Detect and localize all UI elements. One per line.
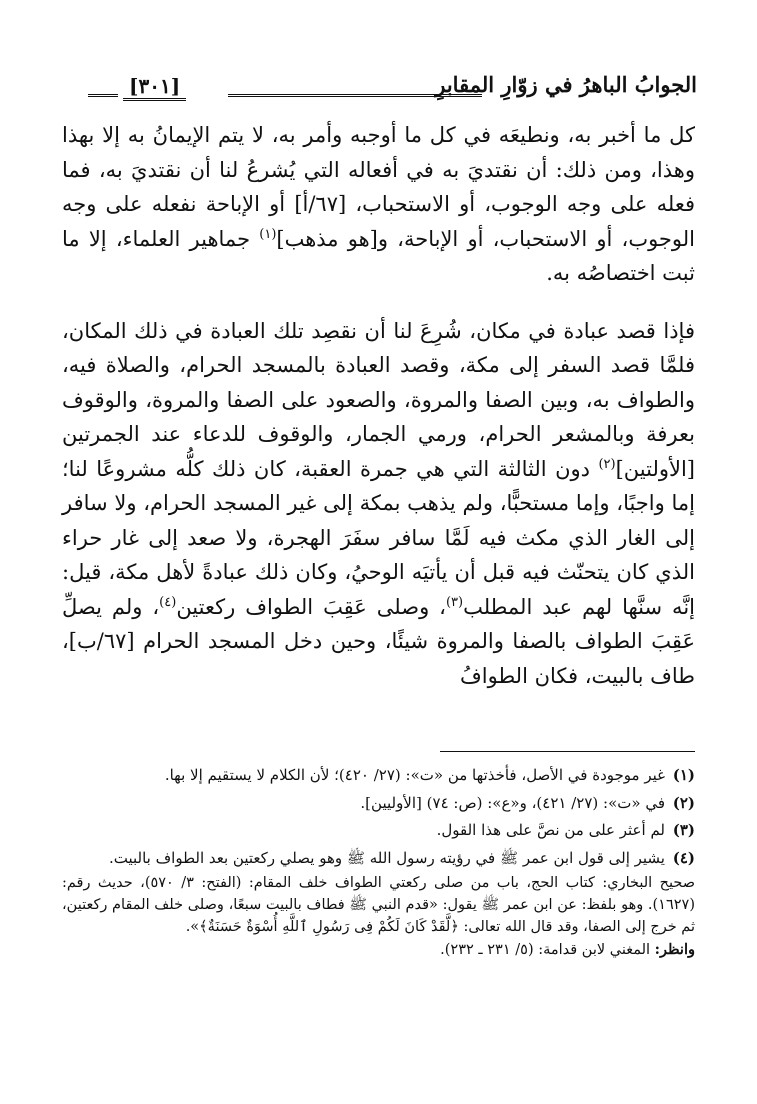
- header-rule-left: [88, 94, 118, 97]
- footnote-3: [62, 817, 695, 845]
- footnote-source-text: صحيح البخاري: كتاب الحج، باب من صلى ركعتي الطواف خلف المقام: (الفتح: ٣/ ٥٧٠)، حديث رقم: (١٦٢٧). وهو بلفظ: عن ابن عمر ﷺ يقول: «قدم النبي ﷺ فطاف بالبيت سبعًا، وصلى خلف المقام ركعتين، ثم خرج إلى الصفا، وقد قال الله تعالى: ﴿لَّقَدْ كَانَ لَكُمْ فِى رَسُولِ ٱللَّهِ أُسْوَةٌ حَسَنَةٌ﴾».: [62, 875, 696, 935]
- footnote-2: [62, 790, 695, 818]
- footnote-number: (٢): [672, 793, 695, 812]
- see-also-label: وانظر:: [654, 941, 695, 958]
- header-rule: [228, 94, 482, 97]
- paragraph-1-text: كل ما أخبر به، ونطيعَه في كل ما أوجبه وأمر به، لا يتم الإيمانُ به إلا بهذا وهذا، ومن ذلك: أن نقتديَ به في أفعاله التي يُشرعُ لنا أن نقتديَ به، فما فعله على وجه الوجوب، أو الاستحباب، [٦٧/أ] أو الإباحة نفعله على وجه الوجوب، أو الاستحباب، أو الإباحة، و[هو مذهب]: [62, 123, 696, 251]
- footnote-ref-3: (٣): [445, 594, 464, 610]
- footnote-text: يشير إلى قول ابن عمر ﷺ في رؤيته رسول الله ﷺ وهو يصلي ركعتين بعد الطواف بالبيت.: [108, 848, 665, 867]
- paragraph-2-text-b: دون الثالثة التي هي جمرة العقبة، كان ذلك كلُّه مشروعًا لنا؛ إما واجبًا، وإما مستحبًّا، ولم يذهب بمكة إلى غير المسجد الحرام، ولا سافر إلى الغار الذي مكث فيه لَمَّا سافر سفَرَ الهجرة، ولا صعد إلى غار حراء الذي كان يتحنّث فيه قبل أن يأتيَه الوحيُ، وكان ذلك عبادةً لأهل مكة، قيل: إنَّه سنَّها لهم عبد المطلب: [62, 456, 695, 619]
- paragraph-2-text: فإذا قصد عبادة في مكان، شُرِعَ لنا أن نقصِد تلك العبادة في ذلك المكان، فلمَّا قصد السفر إلى مكة، وقصد العبادة بالمسجد الحرام، والصلاة فيه، والطواف به، وبين الصفا والمروة، والصعود على الصفا والمروة، والوقوف بعرفة وبالمشعر الحرام، ورمي الجمار، والوقوف للدعاء عند الجمرتين [الأولتين]: [62, 318, 695, 481]
- paragraph-1-text-end: جماهير العلماء، إلا ما ثبت اختصاصُه به.: [62, 226, 695, 285]
- footnote-number: (٣): [672, 821, 695, 839]
- footnote-text: غير موجودة في الأصل، فأخذتها من «ت»: (٢٧/ ٤٢٠)؛ لأن الكلام لا يستقيم إلا بها.: [164, 766, 665, 784]
- paragraph-2-text-c: ، وصلى عَقِبَ الطواف ركعتين: [176, 594, 446, 619]
- footnote-text: في «ت»: (٢٧/ ٤٢١)، و«ع»: (ص: ٧٤) [الأوليين].: [360, 793, 665, 812]
- footnote-ref-4: (٤): [159, 594, 177, 610]
- footnote-ref-2: (٢): [598, 456, 616, 472]
- footnotes: [62, 762, 695, 962]
- see-also-text: المغني لابن قدامة: (٥/ ٢٣١ ـ ٢٣٢).: [440, 942, 655, 958]
- footnote-ref-1: (١): [259, 226, 277, 242]
- footnote-number: (٤): [672, 848, 695, 867]
- footnote-number: (١): [672, 766, 695, 784]
- paragraph-2: [62, 314, 695, 694]
- paragraph-1: [62, 118, 695, 291]
- footnote-1: [62, 762, 695, 790]
- footnote-4: [62, 845, 695, 873]
- footnote-see-also: [62, 938, 695, 962]
- page-number: [٣٠١]: [123, 74, 186, 101]
- running-title: الجوابُ الباهرُ في زوّارِ المقابرِ: [435, 72, 697, 97]
- footnote-separator: [440, 751, 695, 752]
- paragraph-2-text-d: ، ولم يصلِّ عَقِبَ الطواف بالصفا والمروة شيئًا، وحين دخل المسجد الحرام [٦٧/ب]، طاف بالبيت، فكان الطوافُ: [62, 594, 695, 688]
- footnote-text: لم أعثر على من نصَّ على هذا القول.: [436, 821, 665, 839]
- page-header: [88, 72, 697, 112]
- main-text: [62, 118, 695, 693]
